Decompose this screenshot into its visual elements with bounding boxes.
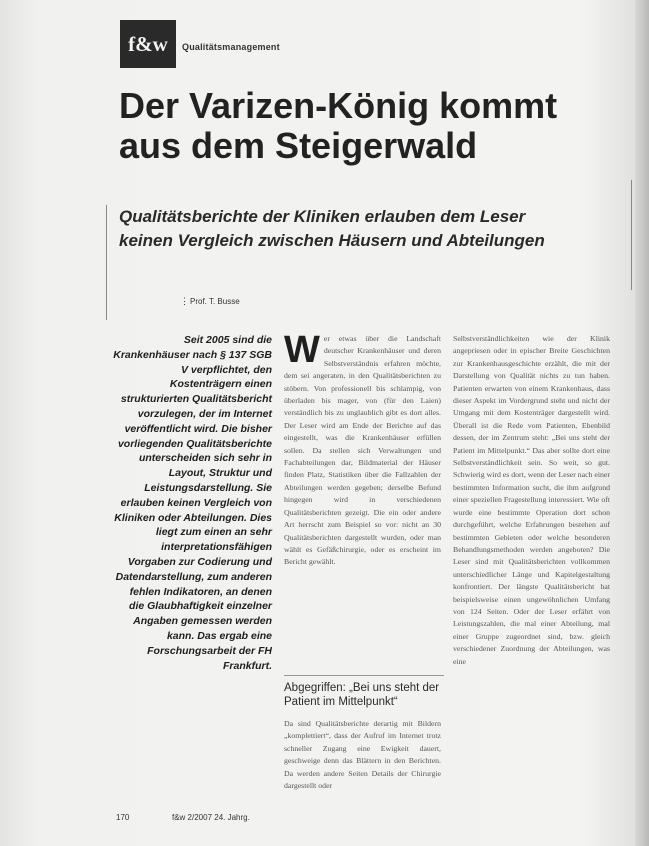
- title-line-2: aus dem Steigerwald: [119, 125, 478, 166]
- publication-logo: f&w: [120, 20, 176, 68]
- left-margin-rule: [106, 205, 107, 320]
- subtitle-line-2: keinen Vergleich zwischen Häusern und Abteilungen: [119, 231, 545, 250]
- pull-quote: Abgegriffen: „Bei uns steht der Patient im Mittelpunkt“: [284, 675, 444, 709]
- article-subtitle: [119, 205, 619, 253]
- body-column-3: Selbstverständlichkeiten wie der Klinik angepriesen oder in epischer Breite Geschichten zur Krankenhausgeschichte erzählt, die mit der Darstellung von Qualität nichts zu tun haben. Patienten erwarten von einem Krankenhaus, dass dieser Aspekt im Vordergrund steht und nicht der Umgang mit dem Kostenträger dargestellt wird. Überall ist die Rede vom Patienten, Ebenbild dessen, der im Zentrum steht: „Bei uns steht der Patient im Mittelpunkt.“ Das aber sollte dort eine Selbstverständlichkeit sein. So weit, so gut. Schwierig wird es dort, wenn der Leser nach einer bestimmten Information sucht, die ihm aufgrund einer speziellen Fragestellung interessiert. Wie oft wurde eine bestimmte Operation dort schon durchgeführt, welche Erfahrungen bestehen auf bestimmten Gebieten oder welche besonderen Behandlungsmethoden werden angeboten? Die Leser sind mit Qualitätsberichten vollkommen unterschiedlicher Länge und Kapitelgestaltung konfrontiert. Der längste Qualitätsbericht hat beispielsweise einen ungewöhnlichen Umfang von 124 Seiten. Oder der Leser erfährt von Leistungszahlen, die mal einer Abteilung, mal einer Gruppe zugeordnet sind, bzw. gleich verschiedener Zuordnung der Abteilungen, was eine: [453, 334, 610, 666]
- drop-cap: W: [284, 329, 320, 371]
- article-title: [119, 86, 619, 166]
- scan-edge-shadow: [635, 0, 649, 846]
- body-column-2b: Da sind Qualitätsberichte derartig mit Bildern „komplettiert“, dass der Aufruf im Internet trotz schneller Zugang eine Ewigkeit dauert, geschweige denn das Blättern in den Berichten. Da werden andere Seiten Details der Chirurgie dargestellt oder: [284, 719, 441, 791]
- author-marker-icon: ⋮: [180, 296, 189, 306]
- article-teaser: Seit 2005 sind die Krankenhäuser nach § 137 SGB V verpflichtet, den Kostenträgern einen strukturierten Qualitätsbericht vorzulegen, der im Internet veröffentlicht wird. Die bisher vorliegenden Qualitätsberichte unterscheiden sich sehr in Layout, Struktur und Leistungsdarstellung. Sie erlauben keinen Vergleich von Kliniken oder Abteilungen. Dies liegt zum einen an sehr interpretationsfähigen Vorgaben zur Codierung und Datendarstellung, zum anderen fehlen Indikatoren, an denen die Glaubhaftigkeit einzelner Angaben gemessen werden kann. Das ergab eine Forschungsarbeit der FH Frankfurt.: [113, 334, 272, 672]
- body-text-col2: er etwas über die Landschaft deutscher Krankenhäuser und deren Selbstverständnis erfahren möchte, dem sei angeraten, in den Qualitätsberichten zu stöbern. Von professionell bis schlampig, von überladen bis mager, von (für den Laien) verständlich bis zu unglaublich gibt es dort alles. Der Leser wird am Ende der Berichte auf das eingestellt, was die Krankenhäuser erfüllen sollen. Da stellen sich Verwaltungen und Fachabteilungen dar, Bildmaterial der Häuser finden Platz, Statistiken über die Fallzahlen der Abteilungen werden gegeben; derselbe Befund hingegen wird in verschiedenen Qualitätsberichten gezeigt. Die ein oder andere Art herrscht zum Beispiel so vor: nicht an 30 Qualitätsberichten dargestellt wurden, oder man wählt es Gefäßchirurgie, oder es erscheint im Bericht gewählt.: [284, 334, 441, 567]
- author-byline: Prof. T. Busse: [190, 297, 240, 306]
- section-label: Qualitätsmanagement: [182, 42, 280, 52]
- title-line-1: Der Varizen-König kommt: [119, 85, 558, 126]
- right-margin-rule: [631, 180, 632, 290]
- page-number: 170: [116, 813, 130, 822]
- publication-issue: f&w 2/2007 24. Jahrg.: [172, 813, 250, 822]
- body-column-2: [284, 329, 441, 569]
- subtitle-line-1: Qualitätsberichte der Kliniken erlauben dem Leser: [119, 207, 526, 226]
